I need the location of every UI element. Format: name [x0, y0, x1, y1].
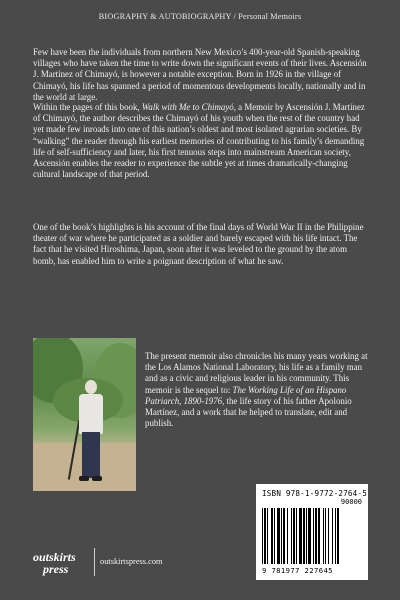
barcode-stripe — [267, 508, 268, 564]
barcode-bars — [262, 508, 362, 564]
publisher-logo — [33, 551, 91, 575]
barcode-stripe — [291, 508, 292, 564]
barcode-stripe — [281, 508, 282, 564]
p4-text-before: The present memoir also chronicles his many years working at the Los Alamos National Laboratory, his life as a family man and as a civic and religious leader in his community. This memoir is the sequel to: — [145, 351, 368, 395]
p4-text-after: , the life story of his father Apolonio Martínez, and a work that he helped to translate, edit and publish. — [145, 395, 352, 429]
barcode-stripe — [283, 508, 285, 564]
paragraph-war-account: One of the book’s highlights is his account of the final days of World War II in the Philippine theater of war where he participated as a soldier and barely escaped with his life intact. The fact that he visited Hiroshima, Japan, soon after it was leveled to the ground by the atom bomb, has enabled him to write a poignant description of what he saw. — [33, 222, 364, 266]
barcode-stripe — [313, 508, 314, 564]
p2-text-after: , a Memoir by Ascensión J. Martínez of Chimayó, the author describes the Chimayó of his youth when the rest of the country had yet made few inroads into one of this nation’s oldest and most isolated agrarian societies. By “walking” the reader through his earliest memories of contributing to his family’s demanding life of self-sufficiency and later, his first tenuous steps into mainstream American society, Ascensión enables the reader to experience the subtle yet at times dramatically-changing cultural landscape of that period. — [33, 102, 365, 180]
photo-person-head — [85, 380, 97, 394]
barcode-stripe — [335, 508, 336, 564]
book-title: Walk with Me to Chimayó — [141, 102, 234, 112]
barcode-stripe — [262, 508, 263, 564]
isbn-label: ISBN 978-1-9772-2764-5 — [262, 489, 367, 498]
barcode-stripe — [306, 508, 307, 564]
logo-line1: outskirts — [33, 550, 76, 564]
barcode-stripe — [264, 508, 266, 564]
barcode-stripe — [315, 508, 317, 564]
barcode-stripe — [318, 508, 320, 564]
logo-line2: press — [43, 562, 69, 576]
photo-person-body — [79, 394, 103, 434]
price-code: 90000 — [340, 498, 362, 506]
p2-text-before: Within the pages of this book, — [33, 102, 142, 112]
paragraph-memoir-chronicle — [145, 351, 369, 429]
barcode-stripe — [274, 508, 275, 564]
barcode-stripe — [323, 508, 324, 564]
barcode-stripe — [296, 508, 297, 564]
sequel-title: The Working Life of an Hispano Patriarch, 1890-1976 — [145, 384, 347, 406]
photo-person-shoe — [79, 476, 89, 481]
photo-person-legs — [82, 432, 100, 478]
barcode-box — [256, 484, 368, 580]
logo-divider — [94, 548, 95, 576]
barcode-stripe — [325, 508, 326, 564]
photo-person-shoe — [92, 476, 102, 481]
barcode-stripe — [293, 508, 295, 564]
barcode-stripe — [287, 508, 288, 564]
author-photo — [33, 338, 136, 491]
barcode-stripe — [337, 508, 339, 564]
barcode-stripe — [271, 508, 273, 564]
barcode-stripe — [328, 508, 329, 564]
barcode-stripe — [277, 508, 280, 564]
paragraph-intro: Few have been the individuals from northern New Mexico’s 400-year-old Spanish-speaking villages who have taken the time to write down the significant events of their lives. Ascensión J. Martínez of Chimayó, is however a notable exception. Born in 1926 in the village of Chimayó, his life has spanned a period of momentous developments locally, nationally and in the world at large. — [33, 47, 367, 102]
isbn-digits: 9 781977 227645 — [262, 566, 333, 575]
publisher-website: outskirtspress.com — [100, 557, 163, 566]
barcode-stripe — [332, 508, 333, 564]
barcode-stripe — [303, 508, 305, 564]
paragraph-book-description — [33, 102, 367, 180]
barcode-stripe — [299, 508, 302, 564]
barcode-stripe — [308, 508, 311, 564]
category-label: BIOGRAPHY & AUTOBIOGRAPHY / Personal Memoirs — [98, 12, 302, 21]
